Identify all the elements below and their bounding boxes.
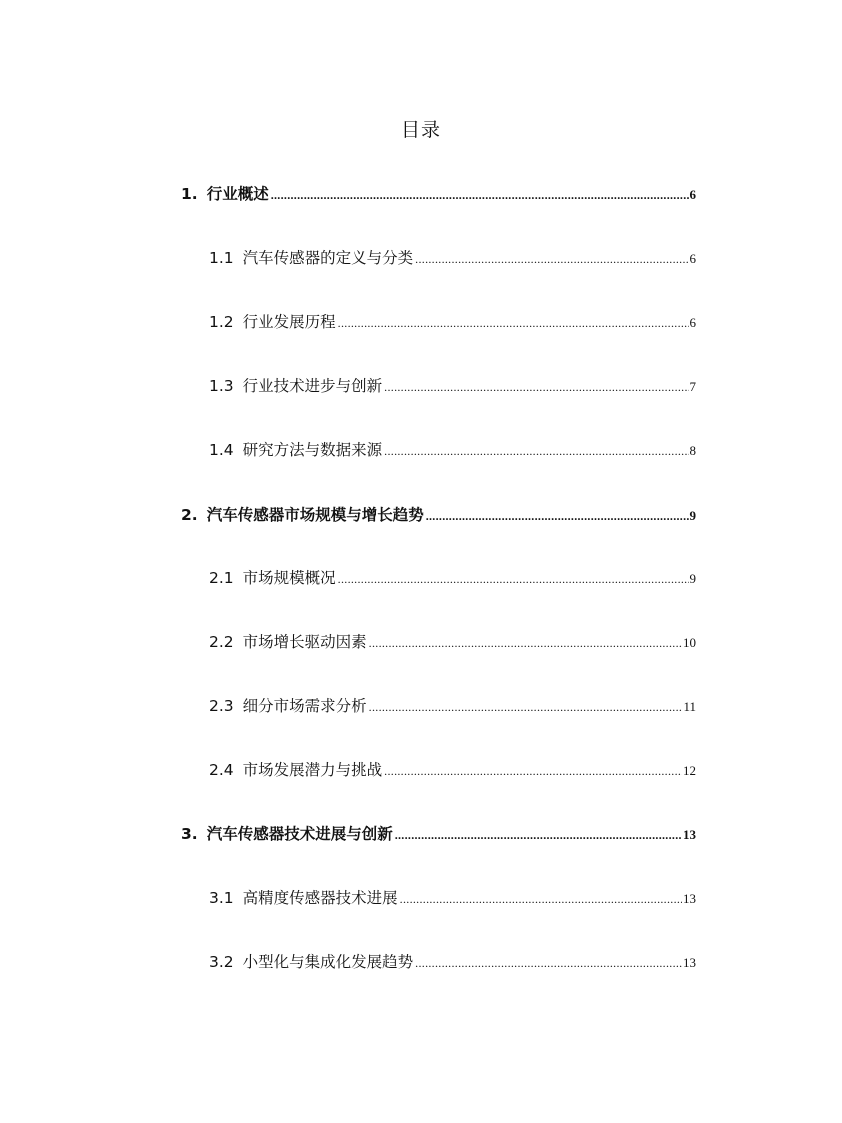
toc-leader-dots xyxy=(395,823,682,847)
toc-entry-label: 小型化与集成化发展趋势 xyxy=(242,953,414,971)
toc-leader-dots xyxy=(338,567,689,591)
toc-entry-label: 市场发展潜力与挑战 xyxy=(242,761,383,779)
toc-leader-dots xyxy=(384,439,688,463)
toc-entry-label: 行业概述 xyxy=(206,185,269,203)
toc-entry-number: 1.4 xyxy=(209,441,234,459)
toc-leader-dots xyxy=(369,631,682,655)
toc-entry-number: 2.4 xyxy=(209,761,234,779)
toc-entry-label: 行业发展历程 xyxy=(242,313,336,331)
toc-entry-1-4[interactable] xyxy=(209,438,696,462)
toc-entry-number: 2.3 xyxy=(209,697,234,715)
toc-entry-label: 市场规模概况 xyxy=(242,569,336,587)
toc-entry-page: 13 xyxy=(683,955,696,970)
toc-entry-number: 1.1 xyxy=(209,249,234,267)
toc-leader-dots xyxy=(369,695,683,719)
toc-entry-3-1[interactable] xyxy=(209,886,696,910)
toc-entry-number: 3.1 xyxy=(209,889,234,907)
toc-entry-page: 10 xyxy=(683,635,696,650)
toc-entry-2-3[interactable] xyxy=(209,694,696,718)
toc-entry-label: 行业技术进步与创新 xyxy=(242,377,383,395)
toc-entry-page: 6 xyxy=(689,187,696,202)
toc-entry-number: 1.3 xyxy=(209,377,234,395)
toc-entry-label: 市场增长驱动因素 xyxy=(242,633,367,651)
toc-entry-label: 细分市场需求分析 xyxy=(242,697,367,715)
toc-leader-dots xyxy=(384,375,688,399)
toc-entry-2-4[interactable] xyxy=(209,758,696,782)
toc-entry-number: 2.2 xyxy=(209,633,234,651)
toc-entry-3[interactable] xyxy=(181,822,696,846)
toc-entry-1-2[interactable] xyxy=(209,310,696,334)
toc-leader-dots xyxy=(338,311,689,335)
toc-entry-label: 汽车传感器市场规模与增长趋势 xyxy=(206,506,424,524)
toc-leader-dots xyxy=(415,247,688,271)
toc-entry-label: 汽车传感器技术进展与创新 xyxy=(206,825,393,843)
toc-entry-page: 9 xyxy=(689,571,696,586)
toc-entry-page: 11 xyxy=(683,699,696,714)
toc-entry-number: 1.2 xyxy=(209,313,234,331)
toc-entry-label: 高精度传感器技术进展 xyxy=(242,889,398,907)
toc-leader-dots xyxy=(426,504,689,528)
toc-leader-dots xyxy=(384,759,682,783)
toc-entry-2[interactable] xyxy=(181,503,696,527)
toc-entry-page: 6 xyxy=(689,315,696,330)
toc-entry-page: 9 xyxy=(689,508,696,523)
toc-entry-2-1[interactable] xyxy=(209,566,696,590)
toc-leader-dots xyxy=(415,951,682,975)
toc-entry-1[interactable] xyxy=(181,182,696,206)
toc-entry-page: 12 xyxy=(683,763,696,778)
toc-leader-dots xyxy=(271,183,689,207)
toc-entry-number: 2.1 xyxy=(209,569,234,587)
toc-entry-page: 7 xyxy=(689,379,696,394)
toc-entry-page: 13 xyxy=(683,827,696,842)
toc-entry-1-1[interactable] xyxy=(209,246,696,270)
toc-entry-number: 1. xyxy=(181,185,198,203)
toc-leader-dots xyxy=(400,887,682,911)
toc-title: 目录 xyxy=(400,119,441,141)
toc-entry-label: 汽车传感器的定义与分类 xyxy=(242,249,414,267)
toc-entry-number: 3.2 xyxy=(209,953,234,971)
toc-entry-2-2[interactable] xyxy=(209,630,696,654)
toc-entry-3-2[interactable] xyxy=(209,950,696,974)
toc-entry-page: 13 xyxy=(683,891,696,906)
toc-entry-page: 6 xyxy=(689,251,696,266)
toc-entry-1-3[interactable] xyxy=(209,374,696,398)
toc-entry-page: 8 xyxy=(689,443,696,458)
toc-entry-number: 2. xyxy=(181,506,198,524)
toc-entry-number: 3. xyxy=(181,825,198,843)
toc-entry-label: 研究方法与数据来源 xyxy=(242,441,383,459)
